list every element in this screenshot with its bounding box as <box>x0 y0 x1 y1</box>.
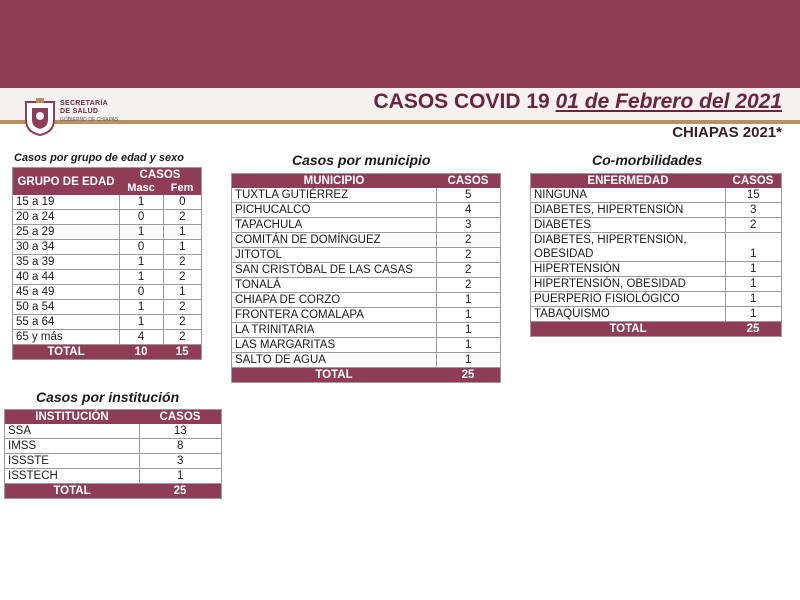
section-title-institucion: Casos por institución <box>36 389 180 405</box>
name-cell: PICHUCALCO <box>232 203 437 218</box>
masc-cell: 1 <box>119 270 163 285</box>
age-group-cell: 35 a 39 <box>13 255 120 270</box>
masc-cell: 1 <box>119 315 163 330</box>
age-group-cell: 50 a 54 <box>13 300 120 315</box>
name-cell: ISSTECH <box>5 469 140 484</box>
masc-cell: 0 <box>119 240 163 255</box>
name-cell: NINGUNA <box>531 188 726 203</box>
age-group-cell: 45 a 49 <box>13 285 120 300</box>
name-line-1: DIABETES, HIPERTENSIÓN, <box>534 234 687 246</box>
table-row <box>232 218 501 233</box>
total-row <box>531 322 782 337</box>
logo-line-2: DE SALUD <box>60 108 99 115</box>
name-cell: ISSSTE <box>5 454 140 469</box>
col-header-masc: Masc <box>119 182 163 195</box>
table-row <box>232 308 501 323</box>
casos-cell: 1 <box>139 469 222 484</box>
table-row <box>232 338 501 353</box>
masc-cell: 0 <box>119 285 163 300</box>
table-row <box>531 307 782 322</box>
casos-cell: 2 <box>436 263 501 278</box>
table-row <box>531 262 782 277</box>
fem-cell: 2 <box>163 315 201 330</box>
fem-cell: 2 <box>163 330 201 345</box>
casos-cell: 1 <box>725 277 782 292</box>
casos-cell: 1 <box>436 353 501 368</box>
casos-cell: 1 <box>725 307 782 322</box>
table-row <box>13 195 202 210</box>
title-date: 01 de Febrero del 2021 <box>555 90 782 113</box>
table-row <box>13 315 202 330</box>
table-institucion <box>4 409 222 499</box>
name-cell: SAN CRISTÓBAL DE LAS CASAS <box>232 263 437 278</box>
name-cell: LA TRINITARIA <box>232 323 437 338</box>
col-header-institucion: INSTITUCIÓN <box>5 410 140 425</box>
casos-cell: 15 <box>725 188 782 203</box>
total-masc: 10 <box>119 345 163 360</box>
name-cell: HIPERTENSIÓN <box>531 262 726 277</box>
fem-cell: 2 <box>163 300 201 315</box>
casos-cell: 4 <box>436 203 501 218</box>
casos-cell: 3 <box>436 218 501 233</box>
casos-cell: 2 <box>436 248 501 263</box>
table-row <box>531 203 782 218</box>
total-value: 25 <box>139 484 222 499</box>
table-row <box>13 240 202 255</box>
table-row <box>5 454 222 469</box>
name-cell: PUERPERIO FISIOLÓGICO <box>531 292 726 307</box>
table-row <box>13 210 202 225</box>
col-header-casos: CASOS <box>436 174 501 189</box>
table-comorbilidades <box>530 173 782 337</box>
age-group-cell: 15 a 19 <box>13 195 120 210</box>
casos-cell: 1 <box>436 338 501 353</box>
table-row <box>13 270 202 285</box>
table-row <box>232 293 501 308</box>
table-row <box>531 218 782 233</box>
fem-cell: 1 <box>163 240 201 255</box>
total-label: TOTAL <box>531 322 726 337</box>
section-title-edad: Casos por grupo de edad y sexo <box>14 152 184 164</box>
table-row <box>13 300 202 315</box>
fem-cell: 1 <box>163 285 201 300</box>
region-subtitle: CHIAPAS 2021* <box>672 124 782 141</box>
casos-cell: 1 <box>725 262 782 277</box>
total-value: 25 <box>436 368 501 383</box>
total-fem: 15 <box>163 345 201 360</box>
name-cell: COMITÁN DE DOMÍNGUEZ <box>232 233 437 248</box>
casos-cell: 1 <box>725 233 782 262</box>
coat-of-arms-icon <box>22 96 58 136</box>
total-label: TOTAL <box>5 484 140 499</box>
total-label: TOTAL <box>13 345 120 360</box>
col-header-casos: CASOS <box>119 168 202 183</box>
col-header-fem: Fem <box>163 182 201 195</box>
table-row <box>531 233 782 262</box>
table-edad <box>12 167 202 360</box>
name-line-2: OBESIDAD <box>534 248 594 260</box>
table-row <box>232 278 501 293</box>
casos-cell: 2 <box>436 278 501 293</box>
casos-cell: 2 <box>725 218 782 233</box>
casos-cell: 2 <box>436 233 501 248</box>
fem-cell: 0 <box>163 195 201 210</box>
table-row <box>5 469 222 484</box>
name-cell: TABAQUISMO <box>531 307 726 322</box>
name-cell: TAPACHULA <box>232 218 437 233</box>
name-cell: IMSS <box>5 439 140 454</box>
casos-cell: 5 <box>436 188 501 203</box>
name-cell: SALTO DE AGUA <box>232 353 437 368</box>
age-group-cell: 25 a 29 <box>13 225 120 240</box>
table-row <box>5 439 222 454</box>
table-row <box>13 285 202 300</box>
col-header-enfermedad: ENFERMEDAD <box>531 174 726 189</box>
table-row <box>232 353 501 368</box>
table-row <box>531 292 782 307</box>
name-cell: DIABETES, HIPERTENSIÓN <box>531 203 726 218</box>
table-row <box>232 203 501 218</box>
name-cell: TONALÁ <box>232 278 437 293</box>
masc-cell: 4 <box>119 330 163 345</box>
logo-wordmark <box>60 100 118 124</box>
casos-cell: 1 <box>436 323 501 338</box>
logo-line-1: SECRETARÍA <box>60 100 108 107</box>
top-banner <box>0 0 800 88</box>
age-group-cell: 40 a 44 <box>13 270 120 285</box>
fem-cell: 2 <box>163 210 201 225</box>
casos-cell: 8 <box>139 439 222 454</box>
table-row <box>13 255 202 270</box>
casos-cell: 1 <box>725 292 782 307</box>
total-row <box>13 345 202 360</box>
total-label: TOTAL <box>232 368 437 383</box>
age-group-cell: 20 a 24 <box>13 210 120 225</box>
col-header-municipio: MUNICIPIO <box>232 174 437 189</box>
age-group-cell: 65 y más <box>13 330 120 345</box>
age-group-cell: 55 a 64 <box>13 315 120 330</box>
name-cell: FRONTERA COMALAPA <box>232 308 437 323</box>
name-cell: HIPERTENSIÓN, OBESIDAD <box>531 277 726 292</box>
name-cell: DIABETES <box>531 218 726 233</box>
table-row <box>232 233 501 248</box>
table-row <box>13 330 202 345</box>
masc-cell: 1 <box>119 225 163 240</box>
casos-cell: 1 <box>436 308 501 323</box>
table-row <box>13 225 202 240</box>
masc-cell: 1 <box>119 300 163 315</box>
logo-line-3: GOBIERNO DE CHIAPAS <box>60 117 119 123</box>
table-row <box>5 424 222 439</box>
title-main: CASOS COVID 19 <box>373 90 550 113</box>
table-row <box>531 188 782 203</box>
table-row <box>232 263 501 278</box>
name-cell <box>531 233 726 262</box>
fem-cell: 2 <box>163 255 201 270</box>
casos-cell: 13 <box>139 424 222 439</box>
fem-cell: 1 <box>163 225 201 240</box>
casos-cell: 3 <box>139 454 222 469</box>
table-municipio <box>231 173 501 383</box>
masc-cell: 1 <box>119 195 163 210</box>
col-header-casos: CASOS <box>139 410 222 425</box>
name-cell: LAS MARGARITAS <box>232 338 437 353</box>
masc-cell: 1 <box>119 255 163 270</box>
total-row <box>5 484 222 499</box>
name-cell: TUXTLA GUTIÉRREZ <box>232 188 437 203</box>
name-cell: SSA <box>5 424 140 439</box>
table-row <box>232 323 501 338</box>
col-header-grupo: GRUPO DE EDAD <box>13 168 120 196</box>
masc-cell: 0 <box>119 210 163 225</box>
casos-cell: 3 <box>725 203 782 218</box>
table-row <box>232 188 501 203</box>
table-row <box>232 248 501 263</box>
fem-cell: 2 <box>163 270 201 285</box>
name-cell: CHIAPA DE CORZO <box>232 293 437 308</box>
page-title <box>373 90 782 114</box>
section-title-municipio: Casos por municipio <box>292 152 431 168</box>
age-group-cell: 30 a 34 <box>13 240 120 255</box>
name-cell: JITOTOL <box>232 248 437 263</box>
col-header-casos: CASOS <box>725 174 782 189</box>
total-row <box>232 368 501 383</box>
casos-cell: 1 <box>436 293 501 308</box>
table-row <box>531 277 782 292</box>
section-title-comorbilidades: Co-morbilidades <box>592 152 703 168</box>
total-value: 25 <box>725 322 782 337</box>
